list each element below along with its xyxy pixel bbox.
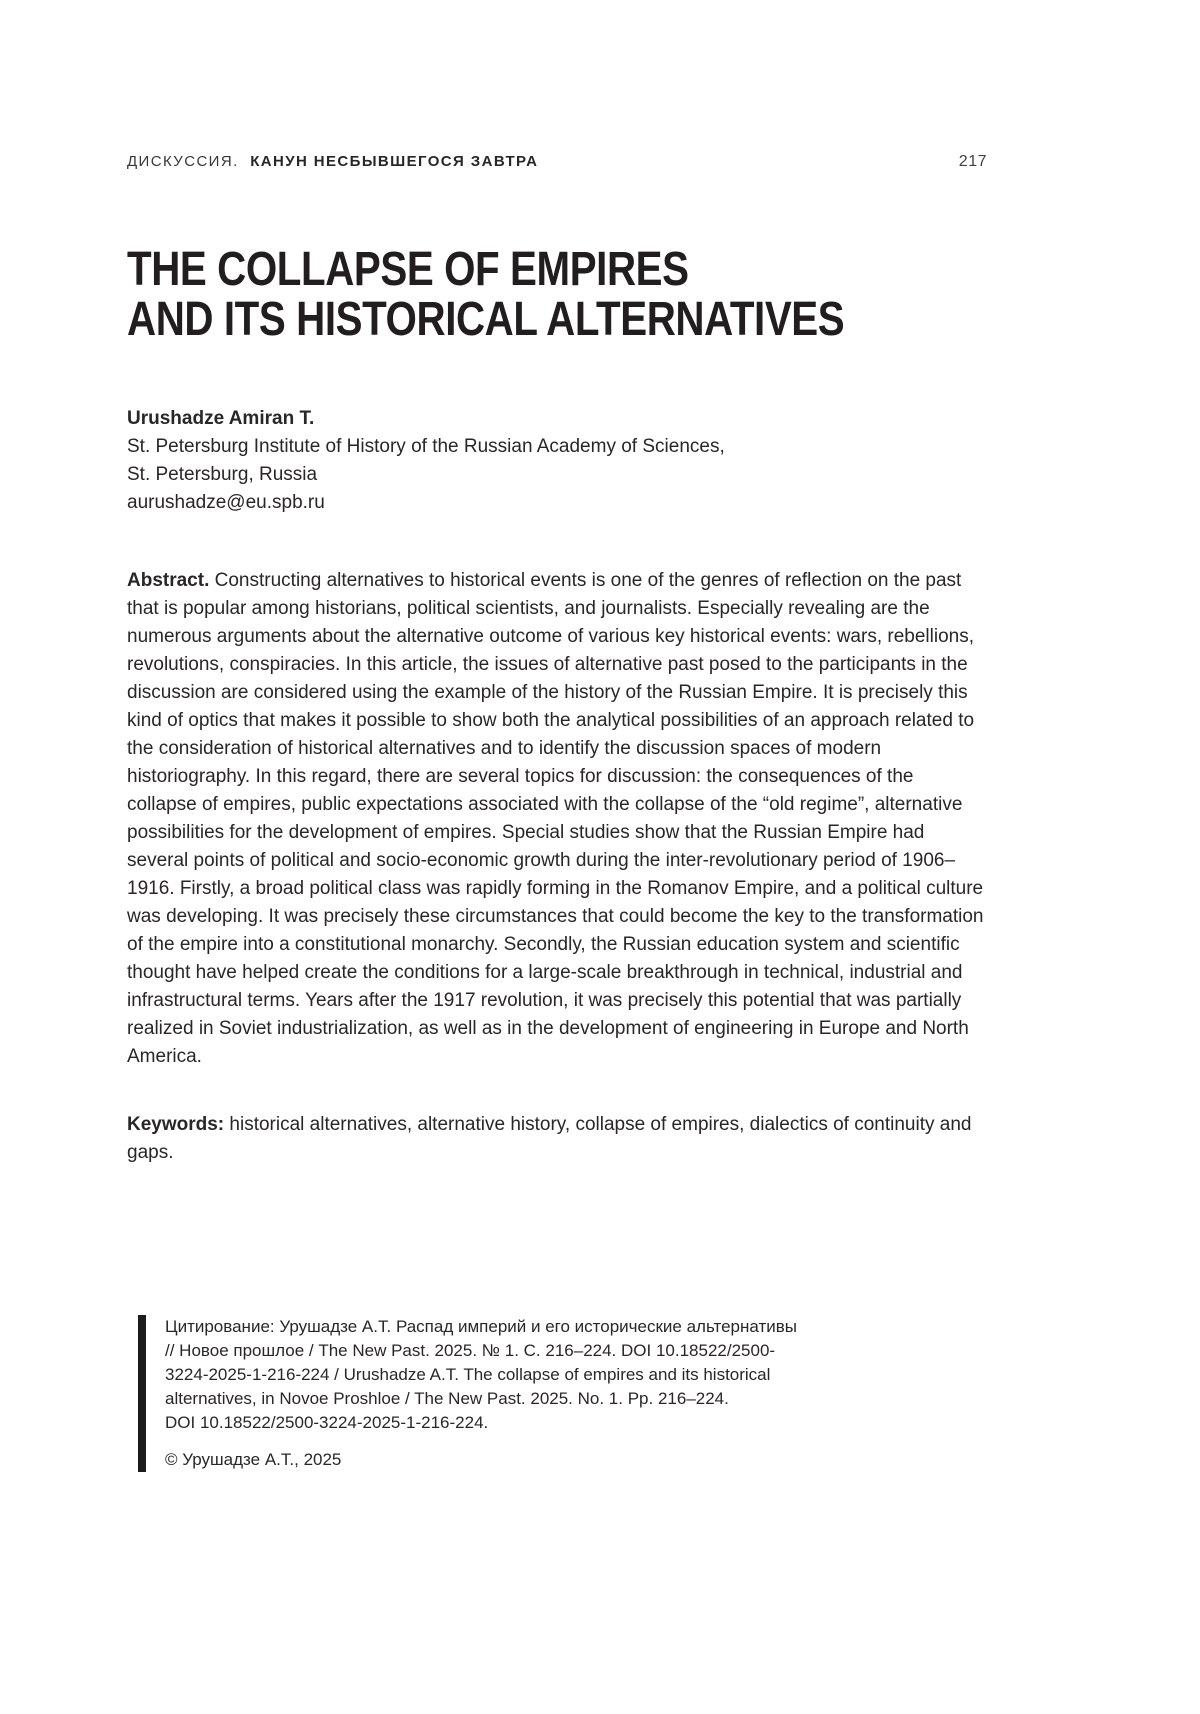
issue-theme-label: КАНУН НЕСБЫВШЕГОСЯ ЗАВТРА [250, 153, 539, 170]
running-head [127, 153, 987, 171]
section-heading [127, 153, 538, 170]
author-name: Urushadze Amiran T. [127, 408, 315, 429]
abstract-paragraph [127, 567, 987, 1071]
section-label: ДИСКУССИЯ. [127, 153, 239, 170]
keywords-text: historical alternatives, alternative history, collapse of empires, dialectics of continuity and gaps. [127, 1114, 972, 1163]
citation-text: Цитирование: Урушадзе А.Т. Распад империй и его исторические альтернативы // Новое прошлое / The New Past. 2025. № 1. С. 216–224. DOI 10.18522/2500- 3224-2025-1-216-224 / Urushadze A.T. The collapse of empires and its historical alternatives, in Novoe Proshloe / The New Past. 2025. No. 1. Pp. 216–224. DOI 10.18522/2500-3224-2025-1-216-224. [165, 1317, 797, 1432]
citation-rule [138, 1315, 146, 1472]
author-block [127, 405, 987, 517]
keywords-paragraph [127, 1111, 987, 1167]
page-number: 217 [958, 153, 987, 170]
author-email: aurushadze@eu.spb.ru [127, 492, 325, 513]
abstract-text: Constructing alternatives to historical events is one of the genres of reflection on the past that is popular among historians, political scientists, and journalists. Especially revealing are the numerous arguments about the alternative outcome of various key historical events: wars, rebellions, revolutions, conspiracies. In this article, the issues of alternative past posed to the participants in the discussion are considered using the example of the history of the Russian Empire. It is precisely this kind of optics that makes it possible to show both the analytical possibilities of an approach related to the consideration of historical alternatives and to identify the discussion spaces of modern historiography. In this regard, there are several topics for discussion: the consequences of the collapse of empires, public expectations associated with the collapse of the “old regime”, alternative possibilities for the development of empires. Special studies show that the Russian Empire had several points of political and socio-economic growth during the inter-revolutionary period of 1906–1916. Firstly, a broad political class was rapidly forming in the Romanov Empire, and a political culture was developing. It was precisely these circumstances that could become the key to the transformation of the empire into a constitutional monarchy. Secondly, the Russian education system and scientific thought have helped create the conditions for a large-scale breakthrough in technical, industrial and infrastructural terms. Years after the 1917 revolution, it was precisely this potential that was partially realized in Soviet industrialization, as well as in the development of engineering in Europe and North America. [127, 570, 984, 1067]
copyright-line: © Урушадзе А.Т., 2025 [165, 1450, 342, 1469]
citation-block [138, 1315, 987, 1472]
keywords-label: Keywords: [127, 1114, 225, 1135]
article-title: THE COLLAPSE OF EMPIRES AND ITS HISTORICAL ALTERNATIVES [127, 243, 845, 346]
author-affiliation: St. Petersburg Institute of History of the Russian Academy of Sciences, St. Petersburg, Russia [127, 436, 725, 485]
abstract-label: Abstract. [127, 570, 210, 591]
citation-body [146, 1315, 797, 1472]
